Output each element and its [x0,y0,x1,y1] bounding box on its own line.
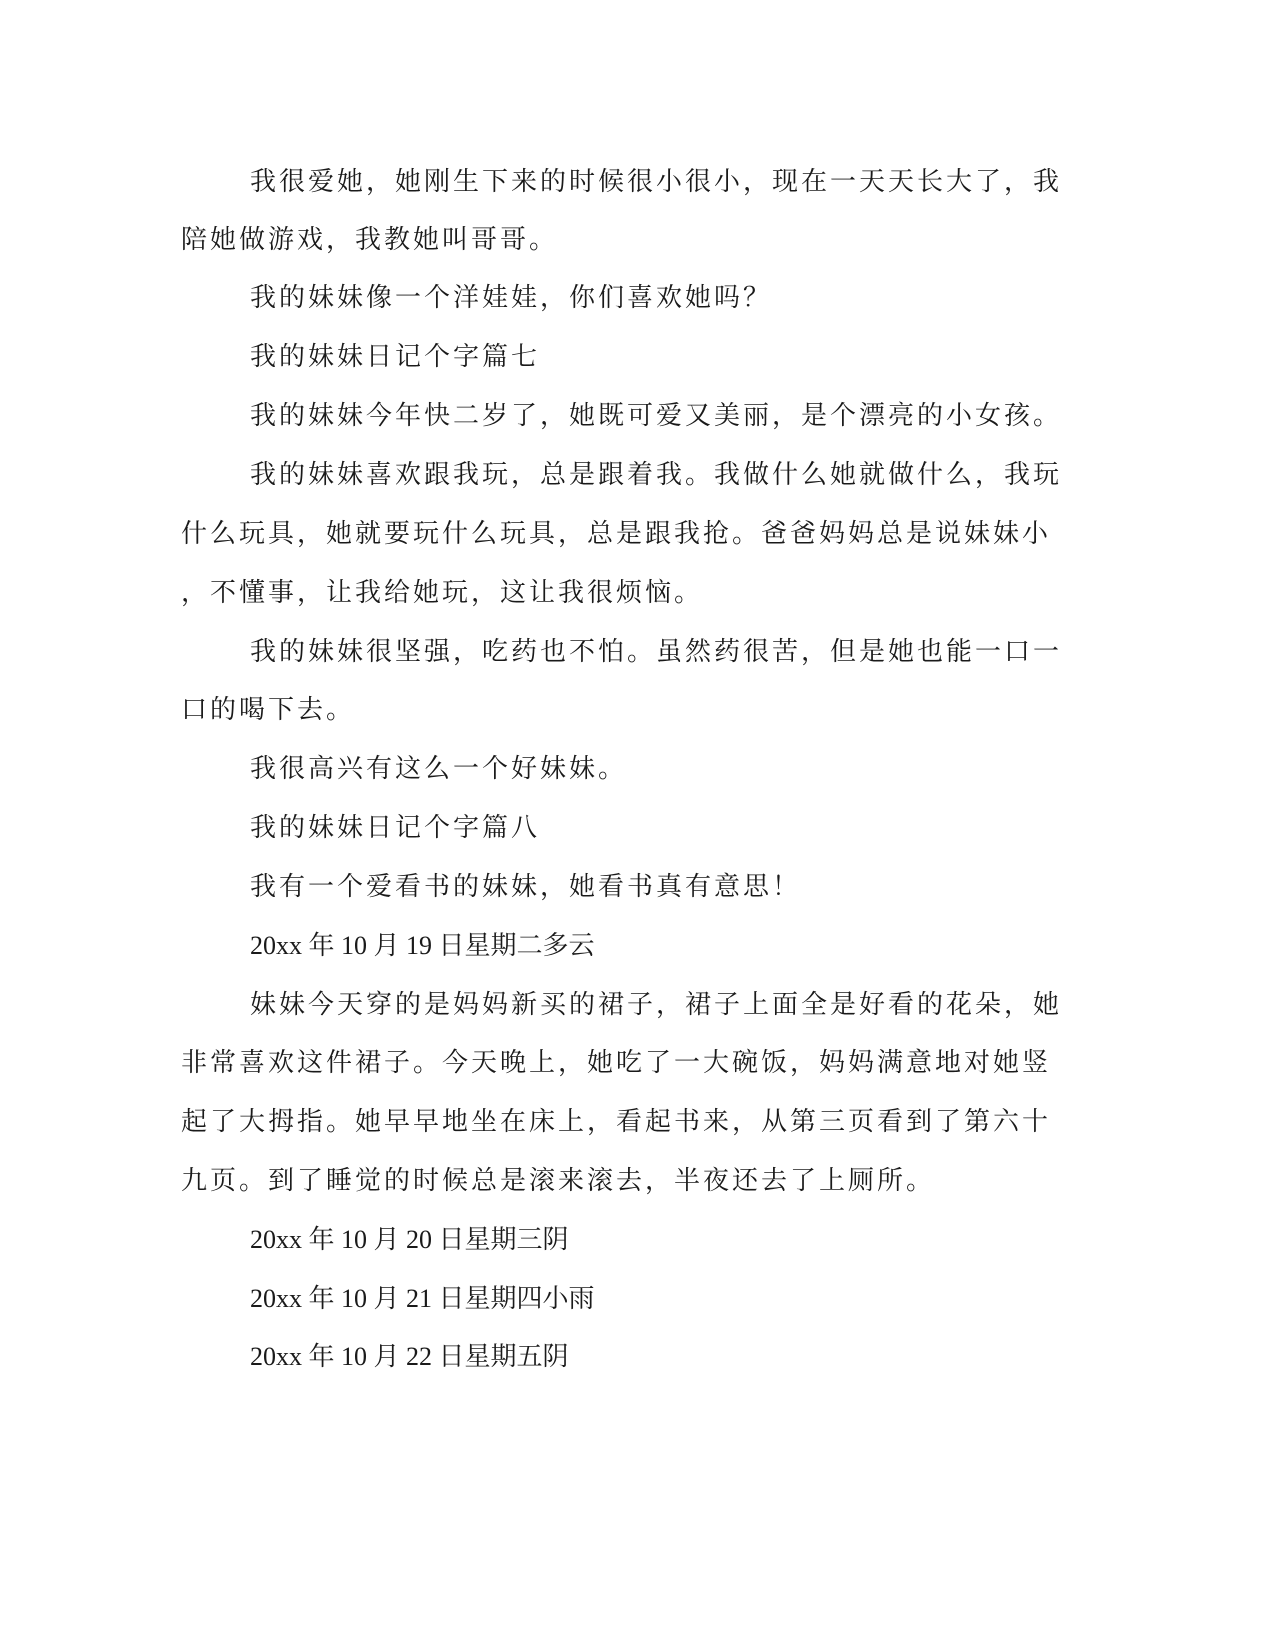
paragraph-line: 我的妹妹很坚强，吃药也不怕。虽然药很苦，但是她也能一口一 [250,637,1063,667]
paragraph-line: 什么玩具，她就要玩什么玩具，总是跟我抢。爸爸妈妈总是说妹妹小 [181,519,1052,549]
paragraph-line: 非常喜欢这件裙子。今天晚上，她吃了一大碗饭，妈妈满意地对她竖 [181,1048,1052,1078]
paragraph-line: 陪她做游戏，我教她叫哥哥。 [181,225,559,255]
paragraph-line: 我的妹妹像一个洋娃娃，你们喜欢她吗？ [250,283,773,313]
section-heading: 我的妹妹日记个字篇七 [250,342,541,372]
paragraph-line: 起了大拇指。她早早地坐在床上，看起书来，从第三页看到了第六十 [181,1107,1052,1137]
paragraph-line: 妹妹今天穿的是妈妈新买的裙子，裙子上面全是好看的花朵，她 [250,990,1063,1020]
diary-date-line: 20xx 年 10 月 20 日星期三阴 [250,1225,569,1254]
paragraph-line: ，不懂事，让我给她玩，这让我很烦恼。 [181,578,704,608]
paragraph-line: 我很高兴有这么一个好妹妹。 [250,754,628,784]
paragraph-line: 我有一个爱看书的妹妹，她看书真有意思！ [250,872,802,902]
paragraph-line: 九页。到了睡觉的时候总是滚来滚去，半夜还去了上厕所。 [181,1166,936,1196]
paragraph-line: 我的妹妹今年快二岁了，她既可爱又美丽，是个漂亮的小女孩。 [250,401,1063,431]
paragraph-line: 我很爱她，她刚生下来的时候很小很小，现在一天天长大了，我 [250,167,1063,197]
section-heading: 我的妹妹日记个字篇八 [250,813,541,843]
diary-date-line: 20xx 年 10 月 21 日星期四小雨 [250,1284,595,1313]
diary-date-line: 20xx 年 10 月 19 日星期二多云 [250,931,595,960]
diary-date-line: 20xx 年 10 月 22 日星期五阴 [250,1342,569,1371]
paragraph-line: 我的妹妹喜欢跟我玩，总是跟着我。我做什么她就做什么，我玩 [250,460,1063,490]
paragraph-line: 口的喝下去。 [181,695,356,725]
